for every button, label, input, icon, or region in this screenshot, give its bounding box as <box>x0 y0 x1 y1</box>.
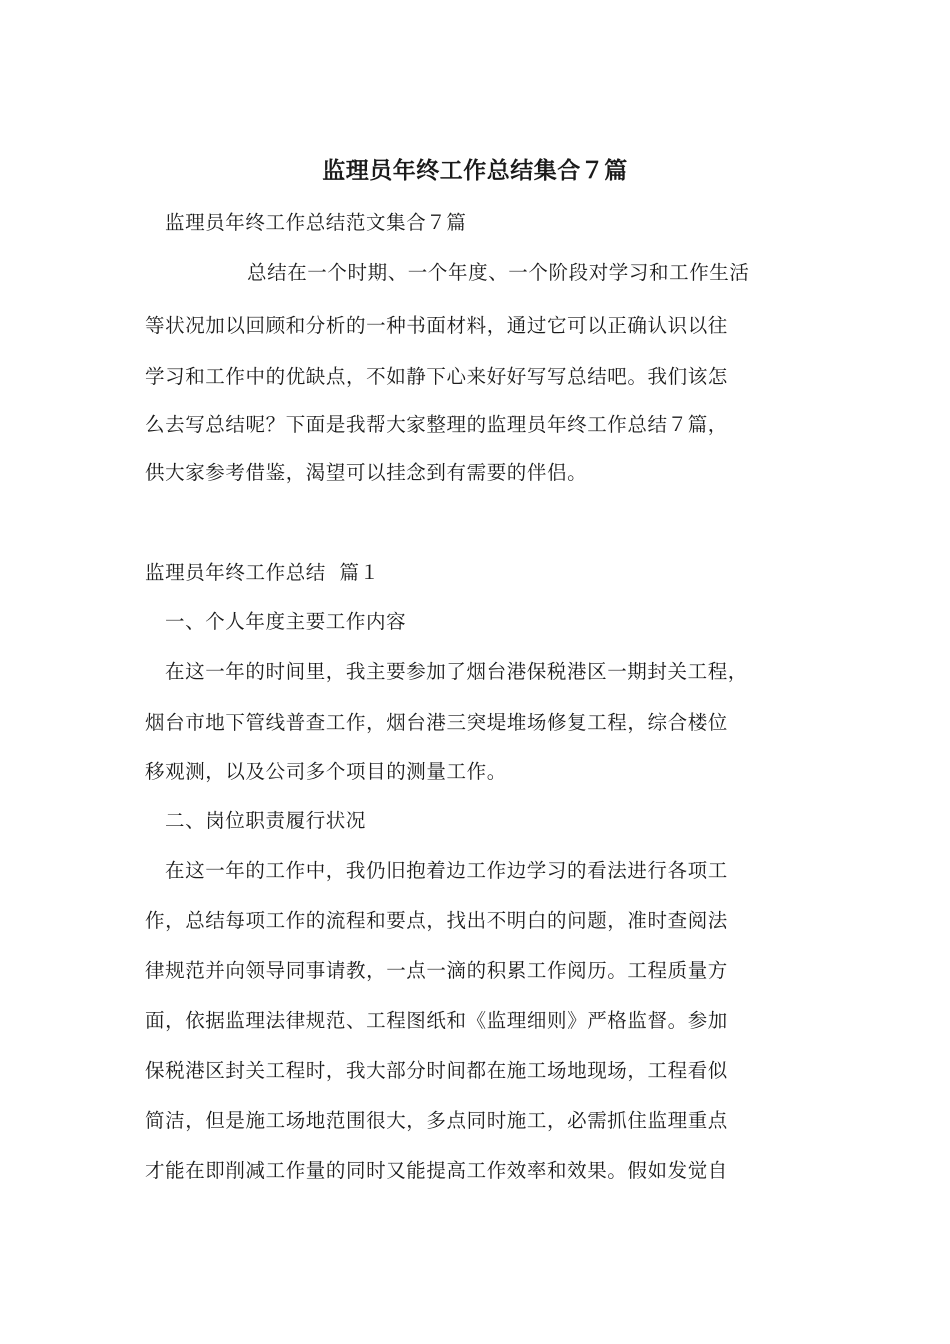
document-subtitle: 监理员年终工作总结范文集合７篇 <box>165 211 467 234</box>
intro-line: 学习和工作中的优缺点，不如静下心来好好写写总结吧。我们该怎 <box>145 365 728 388</box>
part2-body-line: 才能在即削减工作量的同时又能提高工作效率和效果。假如发觉自 <box>145 1159 728 1182</box>
part1-heading: 一、个人年度主要工作内容 <box>165 610 407 633</box>
part2-body-line: 保税港区封关工程时，我大部分时间都在施工场地现场，工程看似 <box>145 1059 728 1082</box>
intro-line: 么去写总结呢？下面是我帮大家整理的监理员年终工作总结７篇， <box>145 413 728 436</box>
part2-body-line: 面，依据监理法律规范、工程图纸和《监理细则》严格监督。参加 <box>145 1009 728 1032</box>
document-title: 监理员年终工作总结集合７篇 <box>322 158 628 184</box>
intro-line: 总结在一个时期、一个年度、一个阶段对学习和工作生活 <box>247 261 750 284</box>
part1-body-line: 烟台市地下管线普查工作，烟台港三突堤堆场修复工程，综合楼位 <box>145 711 728 734</box>
part1-body-line: 移观测，以及公司多个项目的测量工作。 <box>145 760 507 783</box>
part1-body-line: 在这一年的时间里，我主要参加了烟台港保税港区一期封关工程， <box>165 660 748 683</box>
intro-line: 等状况加以回顾和分析的一种书面材料，通过它可以正确认识以往 <box>145 314 728 337</box>
section-heading: 监理员年终工作总结 篇１ <box>145 561 380 584</box>
part2-body-line: 作，总结每项工作的流程和要点，找出不明白的问题，准时查阅法 <box>145 909 728 932</box>
part2-body-line: 在这一年的工作中，我仍旧抱着边工作边学习的看法进行各项工 <box>165 859 728 882</box>
part2-body-line: 律规范并向领导同事请教，一点一滴的积累工作阅历。工程质量方 <box>145 959 728 982</box>
intro-line: 供大家参考借鉴，渴望可以挂念到有需要的伴侣。 <box>145 461 588 484</box>
part2-heading: 二、岗位职责履行状况 <box>165 809 367 832</box>
part2-body-line: 简洁，但是施工场地范围很大，多点同时施工，必需抓住监理重点 <box>145 1109 728 1132</box>
